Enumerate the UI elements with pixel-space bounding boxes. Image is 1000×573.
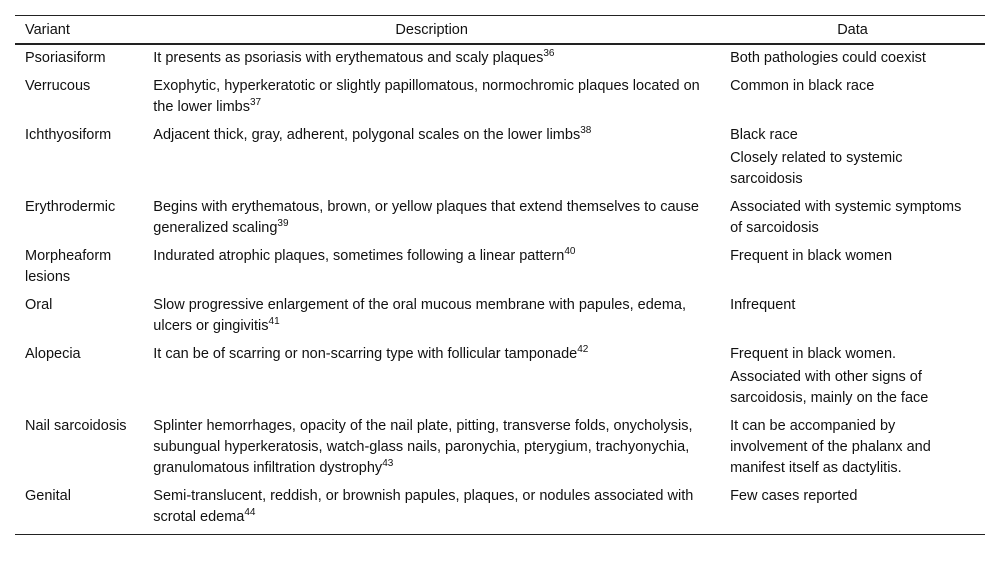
- description-text: Indurated atrophic plaques, sometimes following a linear pattern: [153, 248, 565, 264]
- header-description: Description: [143, 16, 720, 45]
- table-row: [15, 73, 985, 122]
- description-cell: [143, 483, 720, 535]
- data-line: Frequent in black women.: [730, 346, 897, 362]
- variant-cell: Psoriasiform: [25, 50, 106, 66]
- table-body: [15, 44, 985, 535]
- data-cell: [720, 44, 985, 73]
- data-cell: [720, 73, 985, 122]
- variant-cell: Genital: [15, 483, 143, 535]
- variant-cell: Erythrodermic: [25, 199, 116, 215]
- data-cell: [720, 413, 985, 483]
- table-row: [15, 122, 985, 194]
- data-cell: [720, 122, 985, 194]
- reference-number: 44: [244, 507, 256, 519]
- description-text: Slow progressive enlargement of the oral mucous membrane with papules, edema, ulcers or gingivitis: [153, 297, 687, 334]
- data-line: Both pathologies could coexist: [730, 50, 926, 66]
- variant-cell: Alopecia: [25, 346, 81, 362]
- data-cell: [720, 194, 985, 243]
- table-row: [15, 243, 985, 292]
- reference-number: 38: [580, 125, 592, 137]
- data-line: Black race: [730, 127, 798, 143]
- data-line: Associated with other signs of sarcoidosis, mainly on the face: [730, 369, 929, 406]
- description-cell: [143, 122, 720, 194]
- description-cell: [143, 243, 720, 292]
- data-line: It can be accompanied by involvement of the phalanx and manifest itself as dactylitis.: [730, 418, 931, 476]
- reference-number: 37: [249, 97, 262, 109]
- variant-cell: Oral: [25, 297, 53, 313]
- data-line: Common in black race: [730, 78, 875, 94]
- table-row: [15, 483, 985, 535]
- table-row: [15, 341, 985, 413]
- data-line: Closely related to systemic sarcoidosis: [730, 150, 903, 187]
- description-text: Exophytic, hyperkeratotic or slightly papillomatous, normochromic plaques located on the lower limbs: [153, 78, 700, 115]
- description-cell: [143, 341, 720, 413]
- table-row: [15, 413, 985, 483]
- description-cell: [143, 194, 720, 243]
- variant-cell: Ichthyosiform: [25, 127, 112, 143]
- description-text: It presents as psoriasis with erythematous and scaly plaques: [153, 50, 544, 66]
- description-cell: [143, 413, 720, 483]
- variant-cell: Verrucous: [25, 78, 91, 94]
- reference-number: 39: [277, 218, 289, 230]
- table-container: [15, 15, 985, 535]
- table-row: [15, 194, 985, 243]
- variants-table: [15, 15, 985, 535]
- data-line: Few cases reported: [730, 488, 858, 504]
- data-cell: [720, 483, 985, 535]
- description-text: Semi-translucent, reddish, or brownish papules, plaques, or nodules associated with scrotal edema: [153, 488, 694, 525]
- data-line: Frequent in black women: [730, 248, 893, 264]
- reference-number: 40: [564, 246, 576, 258]
- description-text: Splinter hemorrhages, opacity of the nail plate, pitting, transverse folds, onycholysis, subungual hyperkeratosis, watch-glass nails, paronychia, pterygium, trachyonychia, granulomatous infiltration dystrophy: [153, 418, 693, 476]
- description-cell: [143, 73, 720, 122]
- reference-number: 36: [543, 48, 555, 60]
- table-row: [15, 292, 985, 341]
- description-text: Begins with erythematous, brown, or yellow plaques that extend themselves to cause generalized scaling: [153, 199, 699, 236]
- header-row: [15, 16, 985, 45]
- description-text: It can be of scarring or non-scarring type with follicular tamponade: [153, 346, 578, 362]
- header-data: Data: [720, 16, 985, 45]
- variant-cell: Morpheaform lesions: [25, 248, 112, 285]
- description-cell: [143, 44, 720, 73]
- data-cell: [720, 341, 985, 413]
- table-row: [15, 44, 985, 73]
- reference-number: 43: [382, 458, 394, 470]
- reference-number: 42: [577, 344, 589, 356]
- variant-cell: Nail sarcoidosis: [25, 418, 127, 434]
- description-text: Adjacent thick, gray, adherent, polygonal scales on the lower limbs: [153, 127, 581, 143]
- header-variant: Variant: [15, 16, 143, 45]
- data-line: Infrequent: [730, 297, 796, 313]
- data-line: Associated with systemic symptoms of sarcoidosis: [730, 199, 962, 236]
- data-cell: [720, 292, 985, 341]
- description-cell: [143, 292, 720, 341]
- reference-number: 41: [268, 316, 280, 328]
- data-cell: [720, 243, 985, 292]
